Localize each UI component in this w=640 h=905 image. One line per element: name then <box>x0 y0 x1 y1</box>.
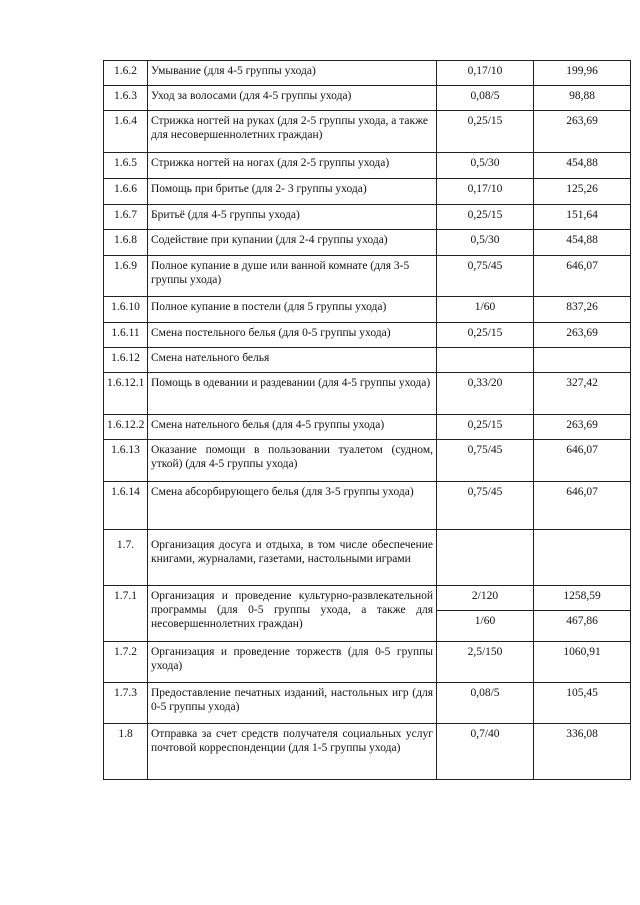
service-name: Смена нательного белья (для 4-5 группы ухода) <box>148 415 437 440</box>
table-row <box>104 111 631 153</box>
service-code: 1.6.4 <box>104 111 148 153</box>
table-row <box>104 724 631 780</box>
service-name: Помощь в одевании и раздевании (для 4-5 группы ухода) <box>148 373 437 415</box>
service-norm <box>437 348 534 373</box>
service-name: Умывание (для 4-5 группы ухода) <box>148 61 437 86</box>
service-price: 1060,91 <box>534 642 631 683</box>
table-row <box>104 297 631 323</box>
service-norm: 1/60 <box>437 297 534 323</box>
service-code: 1.6.12 <box>104 348 148 373</box>
service-norm: 0,75/45 <box>437 440 534 482</box>
service-price: 646,07 <box>534 440 631 482</box>
service-price: 199,96 <box>534 61 631 86</box>
table-row <box>104 256 631 297</box>
table-row <box>104 205 631 230</box>
table-row <box>104 642 631 683</box>
service-code: 1.6.5 <box>104 153 148 179</box>
service-norm: 0,25/15 <box>437 205 534 230</box>
service-price: 454,88 <box>534 230 631 256</box>
table-row <box>104 683 631 724</box>
service-name: Смена постельного белья (для 0-5 группы ухода) <box>148 323 437 348</box>
service-price: 105,45 <box>534 683 631 724</box>
service-price: 646,07 <box>534 256 631 297</box>
service-code: 1.6.11 <box>104 323 148 348</box>
service-name: Оказание помощи в пользовании туалетом (судном, уткой) (для 4-5 группы ухода) <box>148 440 437 482</box>
service-price: 125,26 <box>534 179 631 205</box>
service-norm: 0,17/10 <box>437 61 534 86</box>
service-name: Смена абсорбирующего белья (для 3-5 группы ухода) <box>148 482 437 530</box>
service-code: 1.6.7 <box>104 205 148 230</box>
service-price: 327,42 <box>534 373 631 415</box>
services-table-body <box>104 61 631 780</box>
service-price: 263,69 <box>534 323 631 348</box>
service-norm: 0,25/15 <box>437 323 534 348</box>
service-price: 837,26 <box>534 297 631 323</box>
service-code: 1.6.2 <box>104 61 148 86</box>
table-row <box>104 440 631 482</box>
service-name: Организация и проведение культурно-развлекательной программы (для 0-5 группы ухода, а также для несовершеннолетних граждан) <box>148 586 437 642</box>
table-row <box>104 586 631 642</box>
service-norm-cell <box>437 586 534 642</box>
table-row <box>104 86 631 111</box>
service-code: 1.6.10 <box>104 297 148 323</box>
service-norm <box>437 530 534 586</box>
service-norm: 0,75/45 <box>437 482 534 530</box>
service-price: 454,88 <box>534 153 631 179</box>
service-code: 1.6.13 <box>104 440 148 482</box>
service-norm: 0,75/45 <box>437 256 534 297</box>
service-norm: 0,25/15 <box>437 415 534 440</box>
service-code: 1.6.9 <box>104 256 148 297</box>
table-row <box>104 348 631 373</box>
table-row <box>104 323 631 348</box>
service-price: 98,88 <box>534 86 631 111</box>
table-row <box>104 230 631 256</box>
table-row <box>104 153 631 179</box>
service-price: 1258,59 <box>563 590 601 602</box>
service-code: 1.7. <box>104 530 148 586</box>
service-norm: 0,08/5 <box>437 683 534 724</box>
service-norm: 0,7/40 <box>437 724 534 780</box>
table-row <box>104 415 631 440</box>
service-price: 336,08 <box>534 724 631 780</box>
service-price: 151,64 <box>534 205 631 230</box>
service-code: 1.8 <box>104 724 148 780</box>
service-name: Организация и проведение торжеств (для 0-5 группы ухода) <box>148 642 437 683</box>
service-name: Уход за волосами (для 4-5 группы ухода) <box>148 86 437 111</box>
table-row <box>104 482 631 530</box>
service-name: Стрижка ногтей на руках (для 2-5 группы ухода, а также для несовершеннолетних граждан) <box>148 111 437 153</box>
service-name: Предоставление печатных изданий, настольных игр (для 0-5 группы ухода) <box>148 683 437 724</box>
service-norm: 0,5/30 <box>437 153 534 179</box>
service-code: 1.7.1 <box>104 586 148 642</box>
service-price <box>534 530 631 586</box>
service-code: 1.6.14 <box>104 482 148 530</box>
service-norm: 0,5/30 <box>437 230 534 256</box>
service-price <box>534 348 631 373</box>
service-name: Отправка за счет средств получателя социальных услуг почтовой корреспонденции (для 1-5 группы ухода) <box>148 724 437 780</box>
table-row <box>104 530 631 586</box>
service-name: Полное купание в постели (для 5 группы ухода) <box>148 297 437 323</box>
table-row <box>104 373 631 415</box>
service-code: 1.7.3 <box>104 683 148 724</box>
service-norm: 0,17/10 <box>437 179 534 205</box>
service-code: 1.6.6 <box>104 179 148 205</box>
service-code: 1.6.12.2 <box>104 415 148 440</box>
service-norm: 2,5/150 <box>437 642 534 683</box>
service-norm: 0,08/5 <box>437 86 534 111</box>
service-code: 1.7.2 <box>104 642 148 683</box>
service-norm: 0,33/20 <box>437 373 534 415</box>
service-price: 263,69 <box>534 415 631 440</box>
services-table <box>103 60 631 780</box>
service-name: Помощь при бритье (для 2- 3 группы ухода) <box>148 179 437 205</box>
service-name: Организация досуга и отдыха, в том числе обеспечение книгами, журналами, газетами, настольными играми <box>148 530 437 586</box>
service-price: 263,69 <box>534 111 631 153</box>
service-name: Стрижка ногтей на ногах (для 2-5 группы ухода) <box>148 153 437 179</box>
service-price: 646,07 <box>534 482 631 530</box>
service-code: 1.6.8 <box>104 230 148 256</box>
service-name: Полное купание в душе или ванной комнате (для 3-5 группы ухода) <box>148 256 437 297</box>
table-row <box>104 179 631 205</box>
service-name: Бритьё (для 4-5 группы ухода) <box>148 205 437 230</box>
service-norm: 0,25/15 <box>437 111 534 153</box>
service-name: Содействие при купании (для 2-4 группы ухода) <box>148 230 437 256</box>
service-code: 1.6.3 <box>104 86 148 111</box>
service-name: Смена нательного белья <box>148 348 437 373</box>
service-price-cell <box>534 586 631 642</box>
service-norm: 1/60 <box>437 610 533 634</box>
service-price: 467,86 <box>534 610 630 634</box>
service-code: 1.6.12.1 <box>104 373 148 415</box>
service-norm: 2/120 <box>471 590 499 602</box>
table-row <box>104 61 631 86</box>
